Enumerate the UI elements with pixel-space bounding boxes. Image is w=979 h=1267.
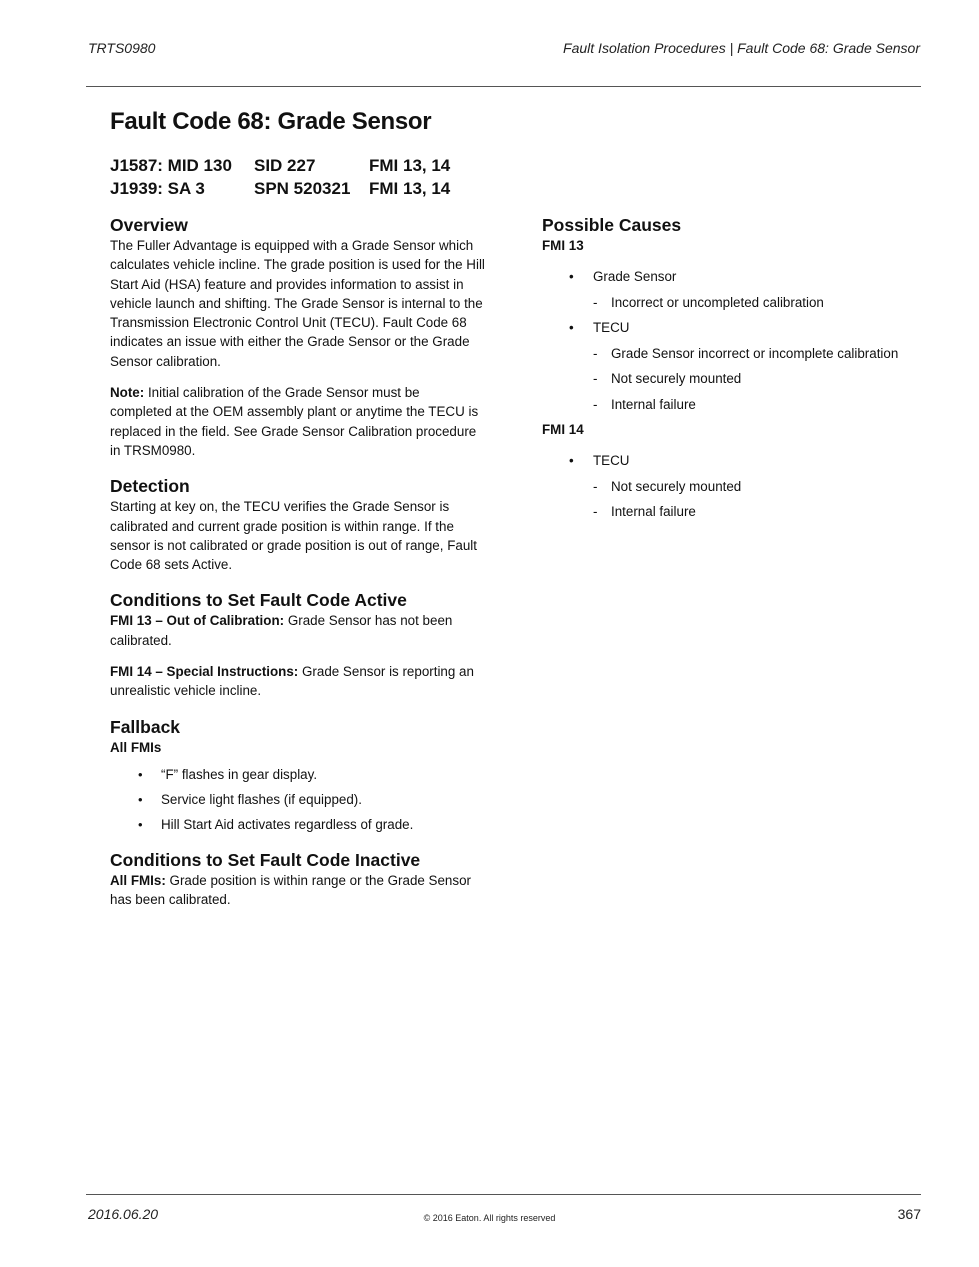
list-item bbox=[542, 267, 932, 312]
fmi13-label: FMI 13 – Out of Calibration: bbox=[110, 613, 285, 629]
list-item: • Service light flashes (if equipped). bbox=[110, 790, 485, 809]
cause-name: TECU bbox=[593, 453, 630, 468]
set-active-heading: Conditions to Set Fault Code Active bbox=[110, 590, 407, 611]
fmi-code: FMI 13, 14 bbox=[369, 156, 451, 175]
set-active-fmi14 bbox=[110, 662, 485, 701]
sub-list-item bbox=[593, 395, 932, 414]
bullet-icon: • bbox=[569, 320, 574, 335]
fmi14-causes-label: FMI 14 bbox=[542, 422, 584, 437]
list-item bbox=[542, 318, 932, 414]
header-divider bbox=[86, 86, 921, 87]
bullet-icon: • bbox=[569, 269, 574, 284]
fallback-subheading: All FMIs bbox=[110, 739, 162, 755]
set-active-section bbox=[110, 589, 485, 700]
page-number: 367 bbox=[897, 1206, 921, 1222]
overview-text: The Fuller Advantage is equipped with a Grade Sensor which calculates vehicle incline. The grade position is used for the Hill Start Aid (HSA) feature and provides information to assist in vehicle launch and shifting. The Grade Sensor is internal to the Transmission Electronic Control Unit (TECU). Fault Code 68 indicates an issue with either the Grade Sensor or the Grade Sensor calibration. bbox=[110, 238, 485, 369]
fmi13-text: Grade Sensor has not been calibrated. bbox=[110, 613, 453, 648]
fmi13-causes-label: FMI 13 bbox=[542, 238, 584, 253]
dash-icon: - bbox=[593, 504, 598, 519]
overview-section bbox=[110, 214, 485, 460]
header-doc-id: TRTS0980 bbox=[88, 40, 156, 56]
possible-causes-heading: Possible Causes bbox=[542, 215, 682, 235]
fmi13-causes-list bbox=[542, 267, 932, 414]
detection-text: Starting at key on, the TECU verifies the Grade Sensor is calibrated and current grade position is within range. If the sensor is not calibrated or grade position is out of range, Fault Code 68 sets Active. bbox=[110, 499, 477, 573]
detection-section bbox=[110, 475, 485, 574]
fault-code-row bbox=[110, 177, 450, 200]
sub-cause: Not securely mounted bbox=[611, 478, 742, 494]
set-inactive-heading: Conditions to Set Fault Code Inactive bbox=[110, 849, 421, 870]
dash-icon: - bbox=[593, 294, 598, 310]
fmi14-text: Grade Sensor is reporting an unrealistic vehicle incline. bbox=[110, 664, 474, 699]
dash-icon: - bbox=[593, 345, 598, 361]
set-inactive-section bbox=[110, 849, 485, 910]
fault-codes-table bbox=[110, 154, 450, 200]
sub-cause: Not securely mounted bbox=[611, 371, 742, 386]
detection-heading: Detection bbox=[110, 476, 190, 497]
fault-code-row bbox=[110, 154, 450, 177]
sub-list-item bbox=[593, 369, 932, 388]
set-active-fmi13 bbox=[110, 611, 485, 650]
list-item: • “F” flashes in gear display. bbox=[110, 765, 485, 784]
fmi14-label: FMI 14 – Special Instructions: bbox=[110, 664, 299, 680]
sub-list bbox=[593, 344, 932, 414]
sub-list-item bbox=[593, 477, 932, 496]
protocol-code: J1587: MID 130 bbox=[110, 156, 232, 175]
footer-date: 2016.06.20 bbox=[88, 1206, 159, 1222]
spn-code: SPN 520321 bbox=[254, 179, 351, 198]
protocol-code: J1939: SA 3 bbox=[110, 179, 205, 198]
sub-list bbox=[593, 293, 932, 312]
page-title: Fault Code 68: Grade Sensor bbox=[110, 108, 432, 135]
all-fmis-text: Grade position is within range or the Grade Sensor has been calibrated. bbox=[110, 872, 471, 907]
list-item bbox=[542, 451, 932, 521]
sub-list-item bbox=[593, 502, 932, 521]
note-text: Initial calibration of the Grade Sensor must be completed at the OEM assembly plant or anytime the TECU is replaced in the field. See Grade Sensor Calibration procedure in TRSM0980. bbox=[110, 385, 479, 458]
fallback-section bbox=[110, 716, 485, 834]
sub-cause: Grade Sensor incorrect or incomplete calibration bbox=[611, 345, 899, 361]
note-label: Note: bbox=[110, 385, 145, 401]
possible-causes-section bbox=[542, 214, 932, 521]
all-fmis-label: All FMIs: bbox=[110, 872, 166, 888]
dash-icon: - bbox=[593, 478, 598, 494]
fallback-heading: Fallback bbox=[110, 716, 181, 737]
bullet-icon: • bbox=[569, 453, 574, 468]
fallback-list bbox=[110, 765, 485, 834]
overview-note bbox=[110, 383, 485, 460]
sub-list-item bbox=[593, 293, 932, 312]
sid-code: SID 227 bbox=[254, 156, 316, 175]
footer-copyright: © 2016 Eaton. All rights reserved bbox=[423, 1213, 556, 1223]
sub-list-item bbox=[593, 344, 932, 363]
footer-divider bbox=[86, 1194, 921, 1195]
sub-cause: Internal failure bbox=[611, 504, 696, 519]
overview-heading: Overview bbox=[110, 215, 188, 235]
cause-name: Grade Sensor bbox=[593, 269, 677, 284]
dash-icon: - bbox=[593, 396, 598, 412]
sub-cause: Incorrect or uncompleted calibration bbox=[611, 294, 824, 310]
header-section: Fault Isolation Procedures | Fault Code 68: Grade Sensor bbox=[563, 40, 920, 56]
fmi14-causes-list bbox=[542, 451, 932, 521]
set-inactive-text bbox=[110, 871, 485, 910]
list-item: • Hill Start Aid activates regardless of grade. bbox=[110, 815, 485, 834]
right-column bbox=[542, 214, 932, 528]
dash-icon: - bbox=[593, 371, 598, 386]
sub-cause: Internal failure bbox=[611, 396, 696, 412]
fmi-code: FMI 13, 14 bbox=[369, 179, 451, 198]
cause-name: TECU bbox=[593, 320, 630, 335]
left-column bbox=[110, 214, 485, 909]
sub-list bbox=[593, 477, 932, 522]
